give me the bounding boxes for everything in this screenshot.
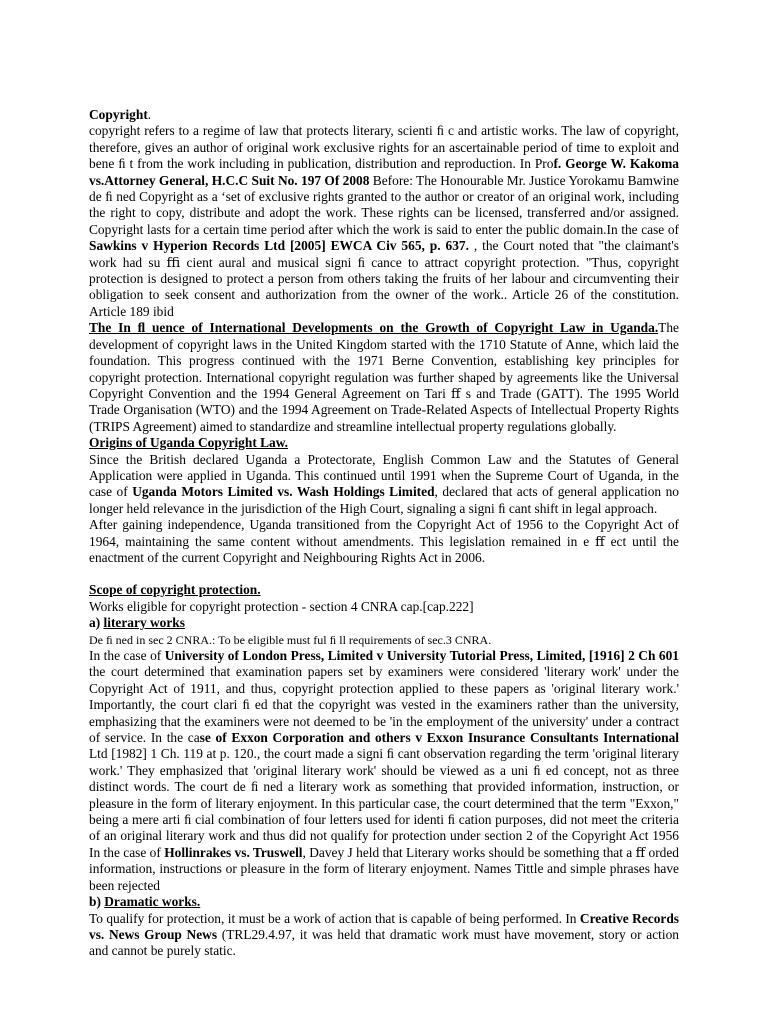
case-citation-university-of-london: University of London Press, Limited v University Tutorial Press, Limited, [1916] 2 Ch 601: [164, 648, 679, 663]
dramatic-works-heading-paragraph: b) Dramatic works.: [89, 894, 201, 910]
case-citation-sawkins: Sawkins v Hyperion Records Ltd [2005] EWCA Civ 565, p. 637.: [89, 238, 469, 254]
blank-line: [89, 566, 679, 582]
heading-literary-works: literary works: [103, 615, 185, 631]
heading-origins: Origins of Uganda Copyright Law.: [89, 435, 289, 451]
international-developments-paragraph: The In ﬂ uence of International Developments on the Growth of Copyright Law in Uganda.The development of copyright laws in the United Kingdom started with the 1710 Statute of Anne, which laid the foundation. This progress continued with the 1971 Berne Convention, establishing key principles for copyright protection. International copyright regulation was further shaped by agreements like the Universal Copyright Convention and the 1994 General Agreement on Tari ﬀ s and Trade (GATT). The 1995 World Trade Organisation (WTO) and the 1994 Agreement on Trade-Related Aspects of Intellectual Property Rights (TRIPS Agreement) aimed to standardize and streamline intellectual property regulations globally.: [89, 320, 679, 434]
scope-paragraph: Scope of copyright protection. Works eligible for copyright protection - section 4 CNRA cap.[cap.222]: [89, 582, 474, 614]
independence-paragraph: After gaining independence, Uganda transitioned from the Copyright Act of 1956 to the Copyright Act of 1964, maintaining the same content without amendments. This legislation remained in e ﬀ ect until the enactment of the current Copyright and Neighbouring Rights Act in 2006.: [89, 517, 679, 565]
case-citation-exxon: e of Exxon Corporation and others v Exxon Insurance Consultants International: [204, 730, 679, 746]
case-citation-uganda-motors: Uganda Motors Limited vs. Wash Holdings Limited: [132, 484, 435, 500]
literary-definition-note: De ﬁ ned in sec 2 CNRA.: To be eligible must ful ﬁ ll requirements of sec.3 CNRA.: [89, 632, 492, 647]
copyright-paragraph: Copyright. copyright refers to a regime of law that protects literary, scienti ﬁ c and artistic works. The law of copyright, therefore, gives an author of original work exclusive rights for an ascertainable period of time to exploit and bene ﬁ t from the work including in publication, distribution and reproduction. In Prof. George W. Kakoma vs.Attorney General, H.C.C Suit No. 197 Of 2008 Before: The Honourable Mr. Justice Yorokamu Bamwine de ﬁ ned Copyright as a ‘set of exclusive rights granted to the author or creator of an original work, including the right to copy, distribute and adopt the work. These rights can be licensed, transferred and/or assigned. Copyright lasts for a certain time period after which the work is said to enter the public domain.In the case of Sawkins v Hyperion Records Ltd [2005] EWCA Civ 565, p. 637. , the Court noted that "the claimant's work had su ﬃ cient aural and musical signi ﬁ cance to attract copyright protection. "Thus, copyright protection is designed to protect a person from others taking the fruits of her labour and circumventing their obligation to seek consent and authorization from the owner of the work.. Article 26 of the constitution. Article 189 ibid: [89, 107, 679, 319]
document-page: [89, 107, 679, 960]
literary-works-paragraph: a) literary works De ﬁ ned in sec 2 CNRA.: To be eligible must ful ﬁ ll requirements of sec.3 CNRA.: [89, 615, 492, 647]
case-citation-hollinrakes: Hollinrakes vs. Truswell: [164, 844, 303, 860]
heading-scope: Scope of copyright protection.: [89, 582, 261, 598]
dramatic-works-paragraph: To qualify for protection, it must be a work of action that is capable of being performed. In Creative Records vs. News Group News (TRL29.4.97, it was held that dramatic work must have movement, story or action and cannot be purely static.: [89, 910, 680, 959]
origins-heading-paragraph: Origins of Uganda Copyright Law. Since the British declared Uganda a Protectorate, English Common Law and the Statutes of General Application were applied in Uganda. This continued until 1991 when the Supreme Court of Uganda, in the case of Uganda Motors Limited vs. Wash Holdings Limited, declared that acts of general application no longer held relevance in the jurisdiction of the High Court, signaling a signi ﬁ cant shift in legal approach.: [89, 435, 679, 516]
literary-cases-paragraph: In the case of University of London Press, Limited v University Tutorial Press, Limited, [1916] 2 Ch 601 the court determined that examination papers set by examiners were considered 'literary work' under the Copyright Act of 1911, and thus, copyright protection applied to these papers as 'original literary work.' Importantly, the court clari ﬁ ed that the copyright was vested in the examiners rather than the university, emphasizing that the examiners were not deemed to be 'in the employment of the university' under a contract of service. In the case of Exxon Corporation and others v Exxon Insurance Consultants International Ltd [1982] 1 Ch. 119 at p. 120., the court made a signi ﬁ cant observation regarding the term 'original literary work.' They emphasized that 'original literary work' should be viewed as a uni ﬁ ed concept, not as three distinct words. The court de ﬁ ned a literary work as something that provided information, instruction, or pleasure in the form of literary enjoyment. In this particular case, the court determined that the term "Exxon," being a mere arti ﬁ cial combination of four letters used for identi ﬁ cation purposes, did not meet the criteria of an original literary work and thus did not qualify for protection under section 2 of the Copyright Act 1956 In the case of Hollinrakes vs. Truswell, Davey J held that Literary works should be something that a ﬀ orded information, instructions or pleasure in the form of literary enjoyment. Names Tittle and simple phrases have been rejected: [89, 648, 679, 893]
heading-dramatic-works: Dramatic works.: [104, 894, 201, 910]
case-citation-creative-records: Creative Records vs. News Group News: [89, 910, 680, 942]
case-citation-kakoma: f. George W. Kakoma vs.Attorney General, H.C.C Suit No. 197 Of 2008: [89, 156, 679, 188]
heading-international-developments: The In ﬂ uence of International Developments on the Growth of Copyright Law in Uganda.: [89, 320, 659, 336]
section-title-copyright: Copyright: [89, 107, 148, 122]
